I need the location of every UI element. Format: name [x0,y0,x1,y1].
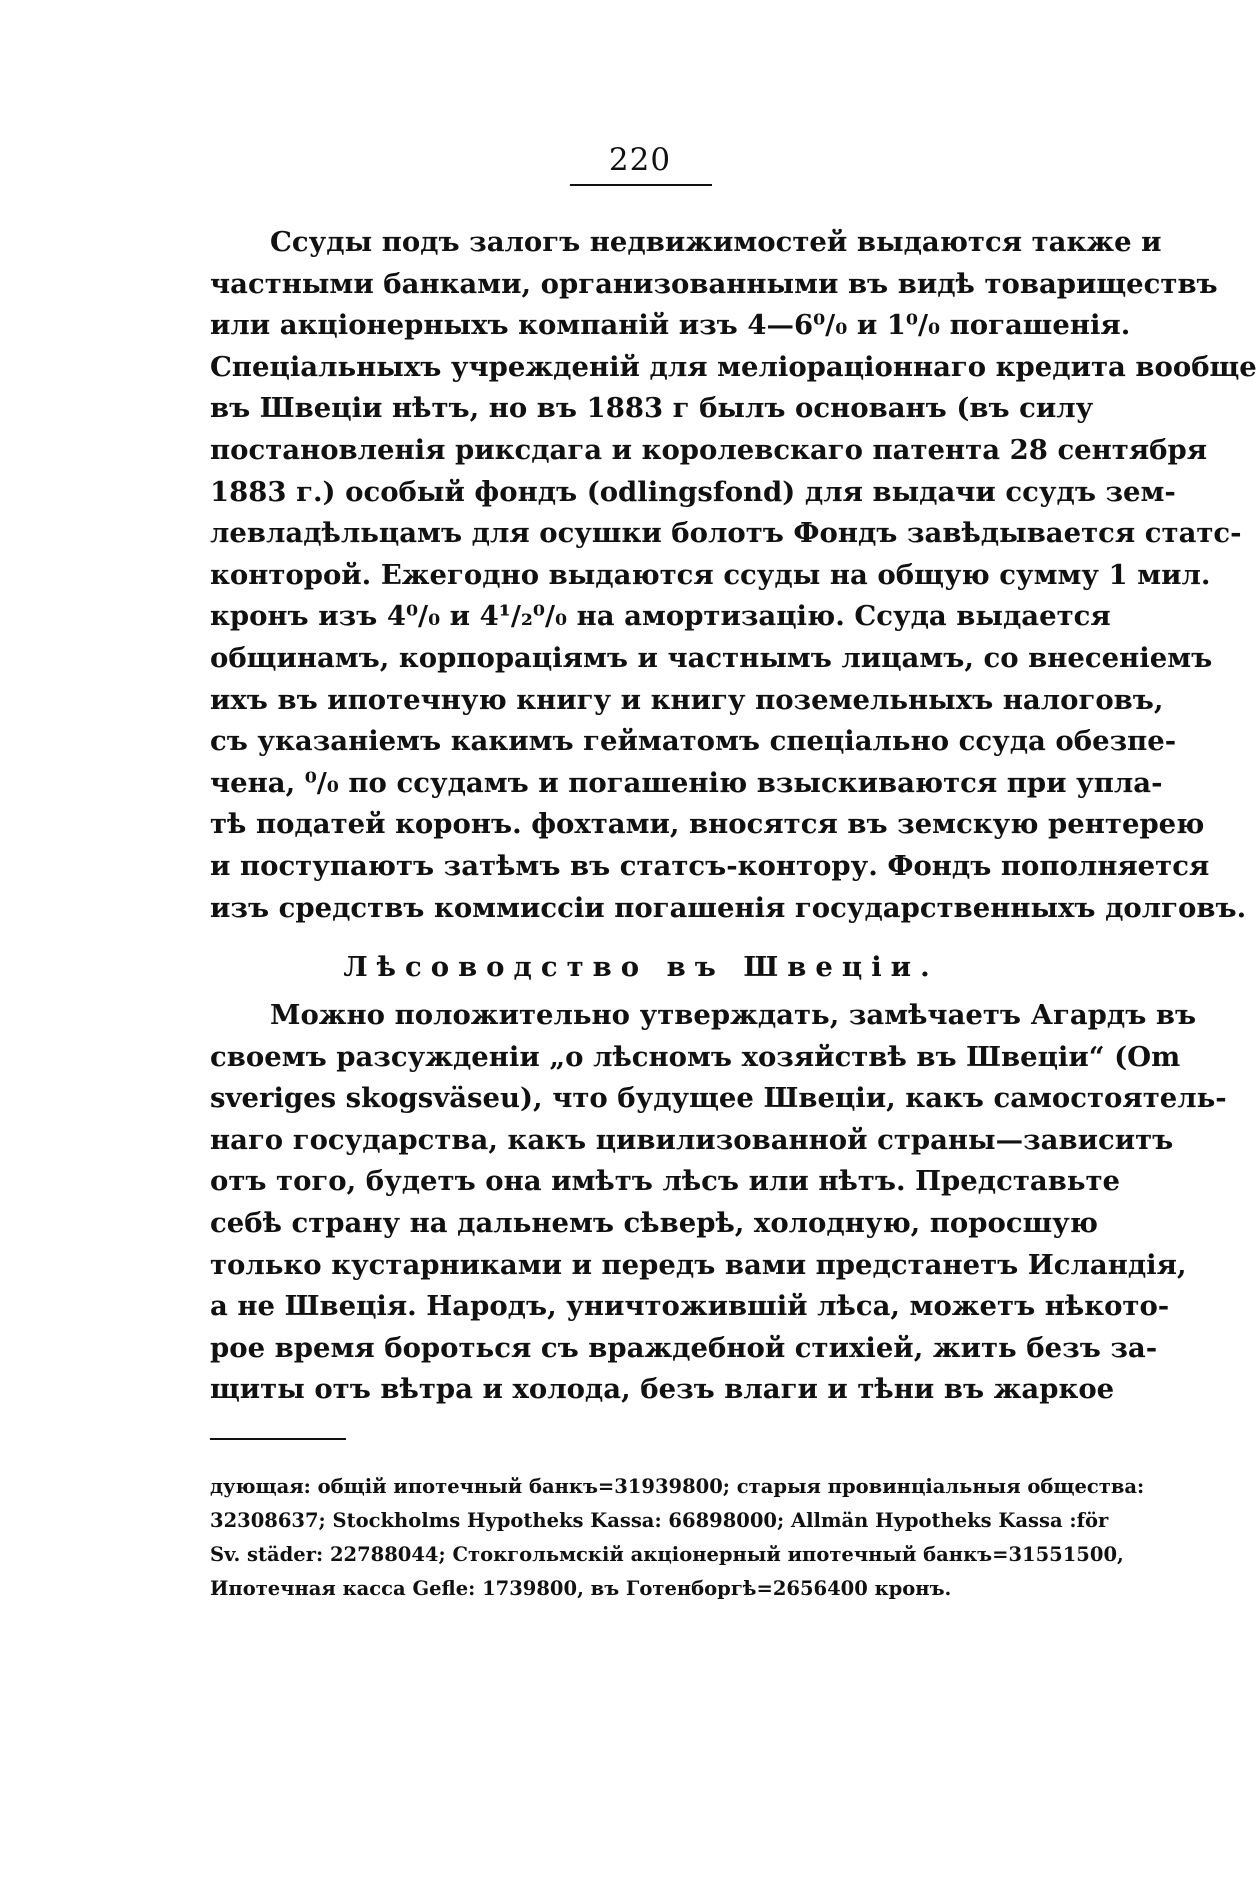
text-line: ихъ въ ипотечную книгу и книгу поземельныхъ налоговъ, [210,683,1164,716]
text-line: и поступаютъ затѣмъ въ статсъ-контору. Фондъ пополняется [210,849,1210,882]
credit-section [210,222,1257,929]
footnote-line: Ипотечная касса Gefle: 1739800, въ Готенборгѣ=2656400 кронъ. [210,1577,952,1600]
page-number-rule [570,184,712,186]
text-line: Спеціальныхъ учрежденій для меліораціоннаго кредита вообще [210,350,1257,383]
text-line: съ указаніемъ какимъ гейматомъ спеціально ссуда обезпе- [210,725,1177,758]
forestry-section [210,995,1227,1411]
footnote-line: Sv. städer: 22788044; Стокгольмскій акціонерный ипотечный банкъ=31551500, [210,1543,1124,1566]
text-line: рое время бороться съ враждебной стихіей, жить безъ за- [210,1331,1158,1364]
text-line: левладѣльцамъ для осушки болотъ Фондъ завѣдывается статс- [210,517,1242,550]
section-heading: Лѣсоводство въ Швеціи. [343,951,939,983]
text-line: въ Швеціи нѣтъ, но въ 1883 г былъ основанъ (въ силу [210,392,1094,425]
footnote-rule [210,1438,346,1440]
text-line: изъ средствъ коммиссіи погашенія государственныхъ долговъ. [210,891,1247,924]
text-line: своемъ разсужденіи „о лѣсномъ хозяйствѣ въ Швеціи“ (Om [210,1040,1181,1073]
text-line: Ссуды подъ залогъ недвижимостей выдаются также и [270,226,1162,258]
text-line: 1883 г.) особый фондъ (odlingsfond) для выдачи ссудъ зем- [210,475,1176,508]
page-number: 220 [608,142,672,178]
text-line: тѣ податей коронъ. фохтами, вносятся въ земскую рентерею [210,808,1205,841]
text-line: наго государства, какъ цивилизованной страны—зависитъ [210,1123,1174,1156]
text-line: частными банками, организованными въ видѣ товариществъ [210,267,1218,300]
text-line: а не Швеція. Народъ, уничтожившій лѣса, можетъ нѣкото- [210,1290,1170,1323]
text-line: чена, ⁰/₀ по ссудамъ и погашенію взыскиваются при упла- [210,766,1163,799]
footnote-line: дующая: общій ипотечный банкъ=31939800; старыя провинціальныя общества: [210,1475,1145,1498]
text-line: щиты отъ вѣтра и холода, безъ влаги и тѣни въ жаркое [210,1373,1115,1406]
text-line: постановленія риксдага и королевскаго патента 28 сентября [210,433,1208,466]
text-line: конторой. Ежегодно выдаются ссуды на общую сумму 1 мил. [210,558,1211,591]
footnote [210,1470,1145,1606]
text-line: или акціонерныхъ компаній изъ 4—6⁰/₀ и 1⁰/₀ погашенія. [210,309,1131,342]
text-line: кронъ изъ 4⁰/₀ и 4¹/₂⁰/₀ на амортизацію. Ссуда выдается [210,600,1111,633]
text-line: отъ того, будетъ она имѣтъ лѣсъ или нѣтъ. Представьте [210,1165,1121,1198]
text-line: sveriges skogsväseu), что будущее Швеціи, какъ самостоятель- [210,1082,1227,1115]
text-line: себѣ страну на дальнемъ сѣверѣ, холодную, поросшую [210,1206,1098,1239]
text-line: только кустарниками и передъ вами предстанетъ Исландія, [210,1248,1187,1281]
text-line: Можно положительно утверждать, замѣчаетъ Агардъ въ [270,999,1197,1031]
text-line: общинамъ, корпораціямъ и частнымъ лицамъ, со внесеніемъ [210,641,1213,674]
footnote-line: 32308637; Stockholms Hypotheks Kassa: 66898000; Allmän Hypotheks Kassa :för [210,1509,1109,1532]
